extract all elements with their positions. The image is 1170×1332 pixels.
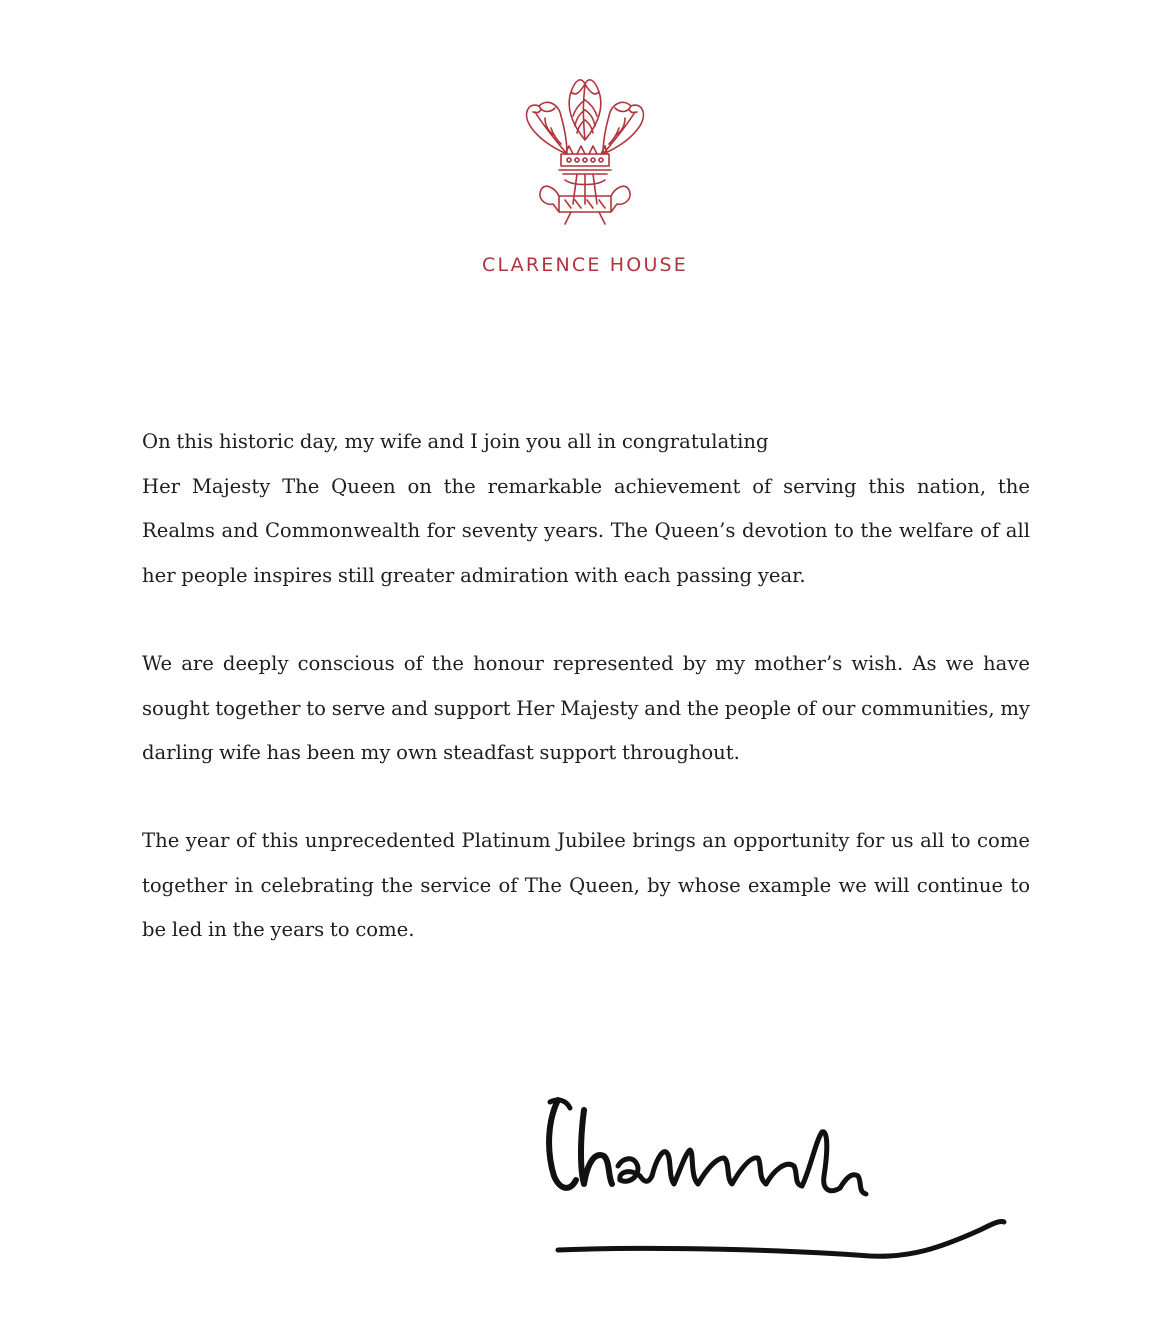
letter-body bbox=[142, 420, 1030, 996]
letter-paragraph bbox=[142, 420, 1030, 599]
letter-paragraph-text: We are deeply conscious of the honour represented by my mother’s wish. As we have sought together to serve and support Her Majesty and the people of our communities, my darling wife has been my own steadfast support throughout. bbox=[142, 651, 1030, 765]
prince-of-wales-feathers-icon bbox=[515, 70, 655, 228]
letter-opening-line: On this historic day, my wife and I join you all in congratulating bbox=[142, 430, 769, 453]
letter-paragraph bbox=[142, 642, 1030, 776]
letter-paragraph bbox=[142, 819, 1030, 953]
letterhead-title: CLARENCE HOUSE bbox=[481, 254, 689, 276]
letter-paragraph-text: Her Majesty The Queen on the remarkable achievement of serving this nation, the Realms and Commonwealth for seventy years. The Queen’s devotion to the welfare of all her people inspires still greater admiration with each passing year. bbox=[142, 474, 1030, 588]
letter-paragraph-text: The year of this unprecedented Platinum Jubilee brings an opportunity for us all to come together in celebrating the service of The Queen, by whose example we will continue to be led in the years to come. bbox=[142, 828, 1030, 942]
handwritten-signature-icon bbox=[540, 1080, 1010, 1280]
